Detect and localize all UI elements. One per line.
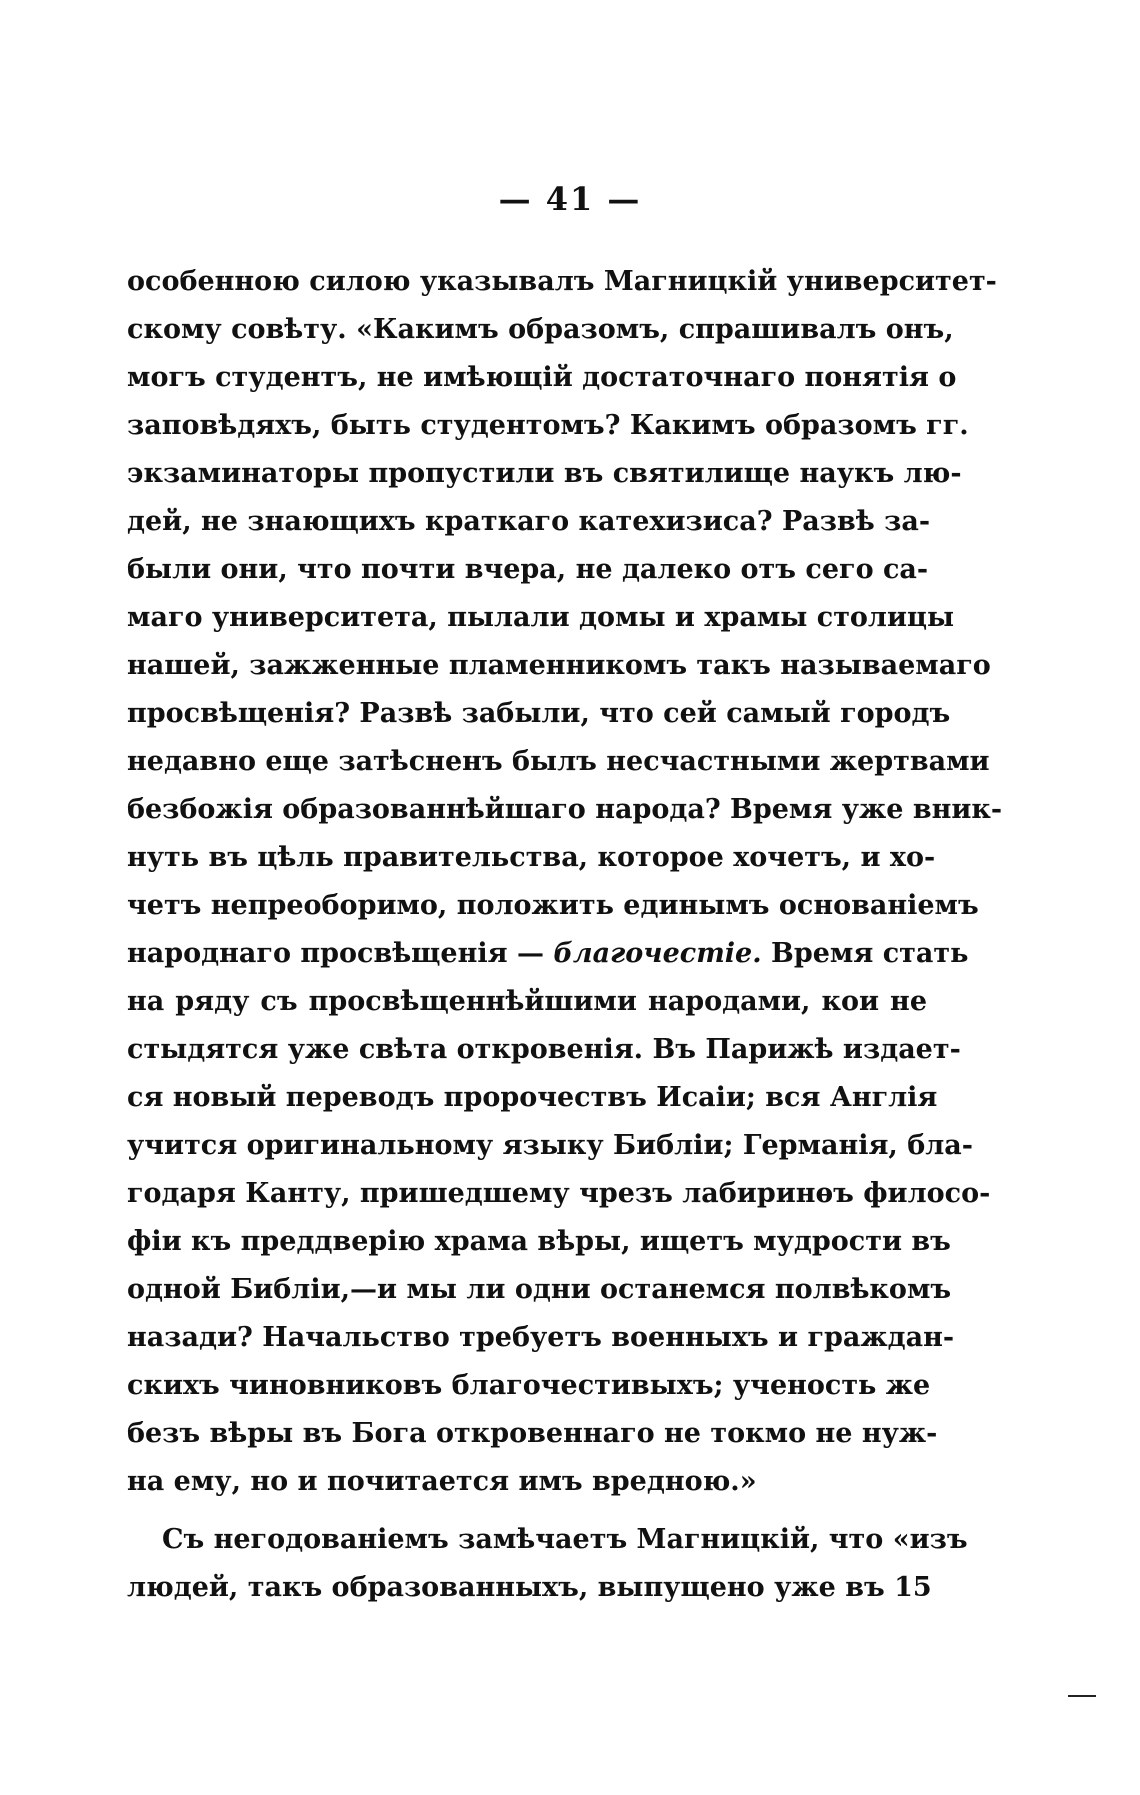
- body-text: [127, 258, 1003, 1612]
- text-line: на ему, но и почитается имъ вредною.»: [127, 1466, 757, 1497]
- italic-emphasis: благочестіе.: [553, 938, 762, 969]
- text-line: могъ студентъ, не имѣющій достаточнаго понятія о: [127, 362, 957, 393]
- text-line: ся новый переводъ пророчествъ Исаіи; вся Англія: [127, 1082, 938, 1113]
- text-line: людей, такъ образованныхъ, выпущено уже въ 15: [127, 1572, 932, 1603]
- text-segment: Время стать: [771, 938, 969, 969]
- text-line: безъ вѣры въ Бога откровеннаго не токмо не нуж-: [127, 1418, 938, 1449]
- text-line-with-italic: [127, 930, 969, 978]
- text-line: просвѣщенія? Развѣ забыли, что сей самый городъ: [127, 698, 951, 729]
- text-line: стыдятся уже свѣта откровенія. Въ Парижѣ издает-: [127, 1034, 961, 1065]
- text-line: маго университета, пылали домы и храмы столицы: [127, 602, 955, 633]
- text-line: заповѣдяхъ, быть студентомъ? Какимъ образомъ гг.: [127, 410, 969, 441]
- text-line: нуть въ цѣль правительства, которое хочетъ, и хо-: [127, 842, 936, 873]
- text-line: особенною силою указывалъ Магницкій университет-: [127, 266, 997, 297]
- paragraph-gap: [127, 1506, 927, 1516]
- page-number: — 41 —: [498, 180, 642, 218]
- text-line: недавно еще затѣсненъ былъ несчастными жертвами: [127, 746, 990, 777]
- text-line: скихъ чиновниковъ благочестивыхъ; ученость же: [127, 1370, 931, 1401]
- text-line: экзаминаторы пропустили въ святилище наукъ лю-: [127, 458, 962, 489]
- text-line: были они, что почти вчера, не далеко отъ сего са-: [127, 554, 929, 585]
- text-line: нашей, зажженные пламенникомъ такъ называемаго: [127, 650, 991, 681]
- text-line: фіи къ преддверію храма вѣры, ищетъ мудрости въ: [127, 1226, 951, 1257]
- text-line: четъ непреоборимо, положить единымъ основаніемъ: [127, 890, 979, 921]
- text-line: Съ негодованіемъ замѣчаетъ Магницкій, что «изъ: [162, 1524, 968, 1555]
- text-line: на ряду съ просвѣщеннѣйшими народами, кои не: [127, 986, 927, 1017]
- text-line: скому совѣту. «Какимъ образомъ, спрашивалъ онъ,: [127, 314, 954, 345]
- text-segment: народнаго просвѣщенія —: [127, 938, 544, 969]
- text-line: одной Библіи,—и мы ли одни останемся полвѣкомъ: [127, 1274, 952, 1305]
- text-line: годаря Канту, пришедшему чрезъ лабиринѳъ филосо-: [127, 1178, 991, 1209]
- margin-dash-mark: [1068, 1695, 1096, 1697]
- text-line: назади? Начальство требуетъ военныхъ и граждан-: [127, 1322, 955, 1353]
- text-line: дей, не знающихъ краткаго катехизиса? Развѣ за-: [127, 506, 931, 537]
- text-line: учится оригинальному языку Библіи; Германія, бла-: [127, 1130, 973, 1161]
- text-line: безбожія образованнѣйшаго народа? Время уже вник-: [127, 794, 1003, 825]
